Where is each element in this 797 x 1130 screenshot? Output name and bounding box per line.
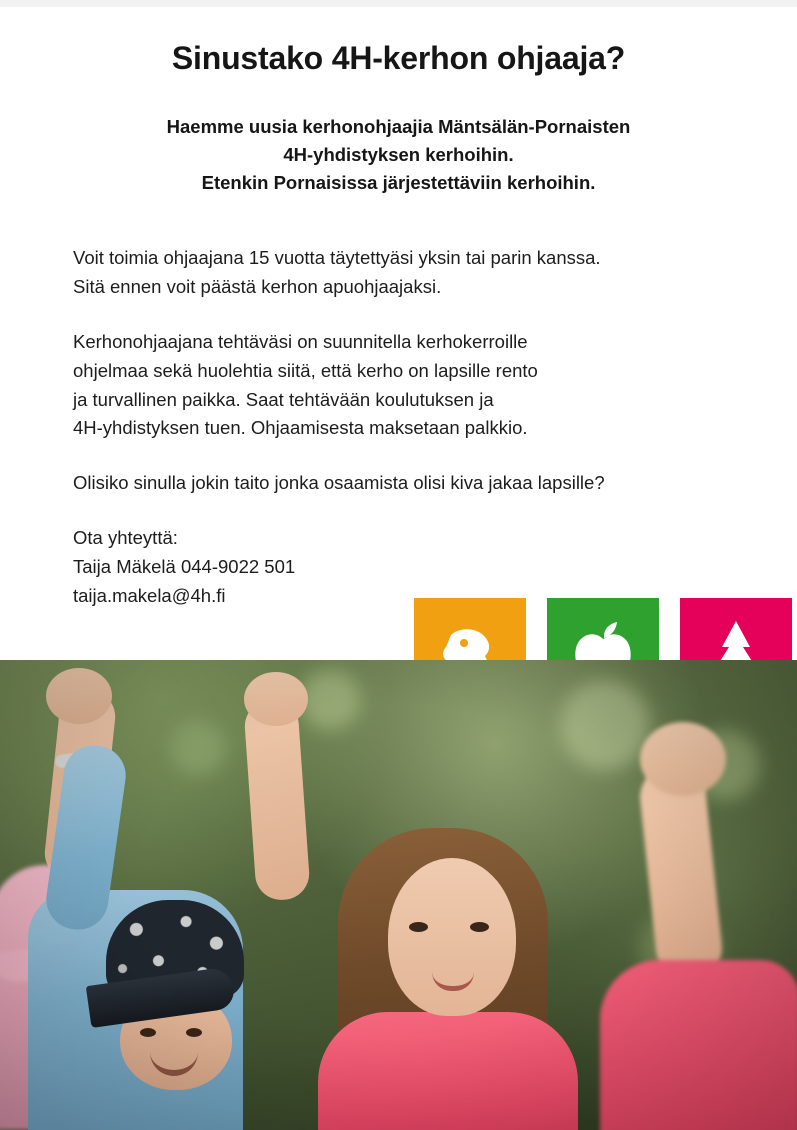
fist-center [244, 672, 308, 726]
contact-email: taija.makela@4h.fi [73, 584, 226, 606]
poster-content [0, 7, 797, 611]
top-strip [0, 0, 797, 7]
fist-right [640, 722, 726, 796]
paragraph-2-line-4: 4H-yhdistyksen tuen. Ohjaamisesta maksetaan palkkio. [73, 417, 528, 439]
eye [186, 1028, 202, 1037]
page-title: Sinustako 4H-kerhon ohjaaja? [171, 40, 626, 76]
subheading-line-3: Etenkin Pornaisissa järjestettäviin kerhoihin. [201, 172, 596, 194]
subheading-line-2: 4H-yhdistyksen kerhoihin. [283, 143, 514, 165]
paragraph-3-line-1: Olisiko sinulla jokin taito jonka osaamista olisi kiva jakaa lapsille? [73, 472, 605, 494]
paragraph-1 [73, 244, 727, 302]
fist-left [46, 668, 112, 724]
bokeh-dot [170, 720, 225, 775]
paragraph-3 [73, 469, 727, 498]
contact-label: Ota yhteyttä: [73, 527, 178, 549]
paragraph-2 [73, 328, 727, 443]
paragraph-1-line-1: Voit toimia ohjaajana 15 vuotta täytettyäsi yksin tai parin kanssa. [73, 247, 601, 269]
subheading-line-1: Haemme uusia kerhonohjaajia Mäntsälän-Pornaisten [166, 115, 631, 137]
paragraph-2-line-3: ja turvallinen paikka. Saat tehtävään koulutuksen ja [73, 388, 494, 410]
bokeh-dot [300, 670, 360, 730]
eye [470, 922, 489, 932]
eye [409, 922, 428, 932]
bokeh-dot [560, 680, 650, 770]
paragraph-2-line-1: Kerhonohjaajana tehtäväsi on suunnitella kerhokerroille [73, 330, 528, 352]
contact-name-phone: Taija Mäkelä 044-9022 501 [73, 556, 296, 577]
eye [140, 1028, 156, 1037]
paragraph-2-line-2: ohjelmaa sekä huolehtia siitä, että kerho on lapsille rento [73, 359, 538, 381]
body-text [0, 244, 797, 611]
paragraph-1-line-2: Sitä ennen voit päästä kerhon apuohjaajaksi. [73, 275, 442, 297]
photo-children [0, 660, 797, 1130]
child-girl-face [388, 858, 516, 1016]
child-girl-shirt [318, 1012, 578, 1130]
child-right-body [600, 960, 797, 1130]
subheading [0, 113, 797, 197]
